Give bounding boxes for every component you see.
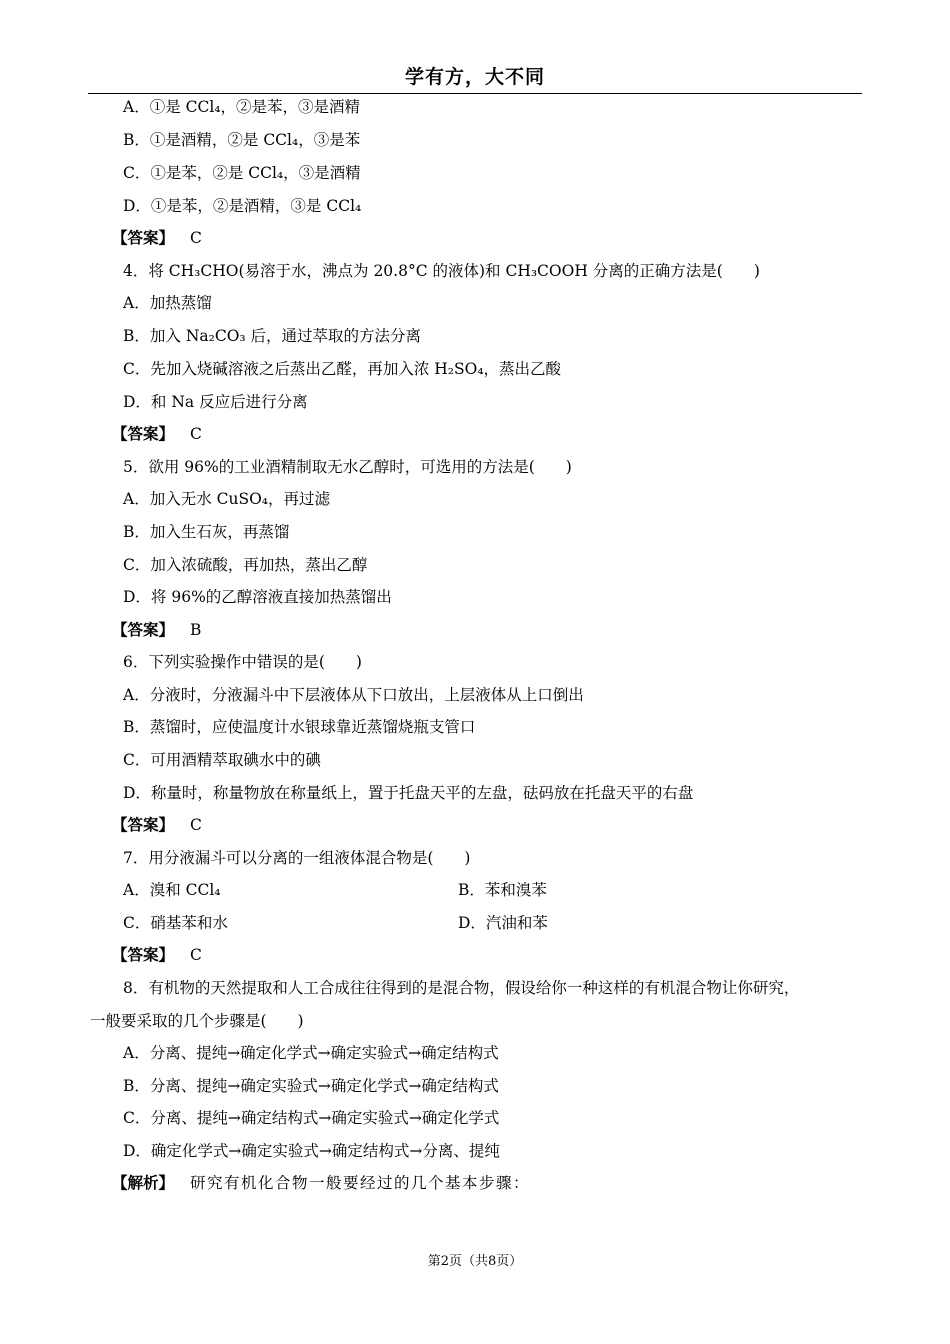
option-line: A．分液时，分液漏斗中下层液体从下口放出，上层液体从上口倒出 bbox=[123, 686, 584, 704]
option-line: A．溴和 CCl₄ bbox=[123, 881, 221, 899]
option-line: B．分离、提纯→确定实验式→确定化学式→确定结构式 bbox=[123, 1077, 499, 1095]
option-line: C．分离、提纯→确定结构式→确定实验式→确定化学式 bbox=[123, 1109, 500, 1127]
option-line: C．硝基苯和水 bbox=[123, 914, 228, 932]
option-line: D．确定化学式→确定实验式→确定结构式→分离、提纯 bbox=[123, 1142, 500, 1160]
option-line: A．分离、提纯→确定化学式→确定实验式→确定结构式 bbox=[123, 1044, 499, 1062]
answer-tag: 【答案】 bbox=[112, 229, 175, 247]
question-line: 8．有机物的天然提取和人工合成往往得到的是混合物，假设给你一种这样的有机混合物让你研究， bbox=[123, 979, 800, 997]
option-line: B．①是酒精，②是 CCl₄，③是苯 bbox=[123, 131, 361, 149]
option-line: A．加入无水 CuSO₄，再过滤 bbox=[123, 490, 331, 508]
option-line: B．蒸馏时，应使温度计水银球靠近蒸馏烧瓶支管口 bbox=[123, 718, 476, 736]
header-title: 学有方，大不同 bbox=[404, 66, 545, 88]
analysis-tag: 【解析】 bbox=[112, 1174, 175, 1192]
analysis-line bbox=[112, 1172, 530, 1194]
question-line: 4．将 CH₃CHO(易溶于水，沸点为 20.8°C 的液体)和 CH₃COOH 分离的正确方法是( ) bbox=[123, 262, 760, 280]
option-line: D．将 96%的乙醇溶液直接加热蒸馏出 bbox=[123, 588, 392, 606]
answer-line bbox=[112, 227, 202, 249]
question-line: 一般要采取的几个步骤是( ) bbox=[90, 1012, 304, 1030]
option-line: C．可用酒精萃取碘水中的碘 bbox=[123, 751, 321, 769]
answer-value: C bbox=[190, 946, 202, 964]
option-line: D．汽油和苯 bbox=[458, 914, 548, 932]
analysis-text: 研究有机化合物一般要经过的几个基本步骤： bbox=[190, 1174, 531, 1192]
answer-tag: 【答案】 bbox=[112, 946, 175, 964]
header-divider bbox=[88, 93, 862, 94]
answer-value: B bbox=[190, 621, 202, 639]
answer-value: C bbox=[190, 816, 202, 834]
option-line: D．称量时，称量物放在称量纸上，置于托盘天平的左盘，砝码放在托盘天平的右盘 bbox=[123, 784, 694, 802]
answer-value: C bbox=[190, 425, 202, 443]
option-line: D．①是苯，②是酒精，③是 CCl₄ bbox=[123, 197, 362, 215]
answer-line bbox=[112, 944, 202, 966]
option-line: C．①是苯，②是 CCl₄，③是酒精 bbox=[123, 164, 361, 182]
option-line: B．加入 Na₂CO₃ 后，通过萃取的方法分离 bbox=[123, 327, 422, 345]
question-line: 7．用分液漏斗可以分离的一组液体混合物是( ) bbox=[123, 849, 471, 867]
question-line: 5．欲用 96%的工业酒精制取无水乙醇时，可选用的方法是( ) bbox=[123, 458, 572, 476]
answer-value: C bbox=[190, 229, 202, 247]
option-line: A．加热蒸馏 bbox=[123, 294, 212, 312]
question-line: 6．下列实验操作中错误的是( ) bbox=[123, 653, 362, 671]
answer-line bbox=[112, 619, 201, 641]
page-number: 第2页（共8页） bbox=[427, 1254, 523, 1269]
answer-tag: 【答案】 bbox=[112, 816, 175, 834]
option-line: D．和 Na 反应后进行分离 bbox=[123, 393, 308, 411]
answer-tag: 【答案】 bbox=[112, 621, 175, 639]
answer-tag: 【答案】 bbox=[112, 425, 175, 443]
option-line: C．加入浓硫酸，再加热，蒸出乙醇 bbox=[123, 556, 368, 574]
answer-line bbox=[112, 814, 202, 836]
option-line: A．①是 CCl₄，②是苯，③是酒精 bbox=[123, 98, 361, 116]
answer-line bbox=[112, 423, 202, 445]
option-line: C．先加入烧碱溶液之后蒸出乙醛，再加入浓 H₂SO₄，蒸出乙酸 bbox=[123, 360, 562, 378]
option-line: B．苯和溴苯 bbox=[458, 881, 547, 899]
option-line: B．加入生石灰，再蒸馏 bbox=[123, 523, 290, 541]
